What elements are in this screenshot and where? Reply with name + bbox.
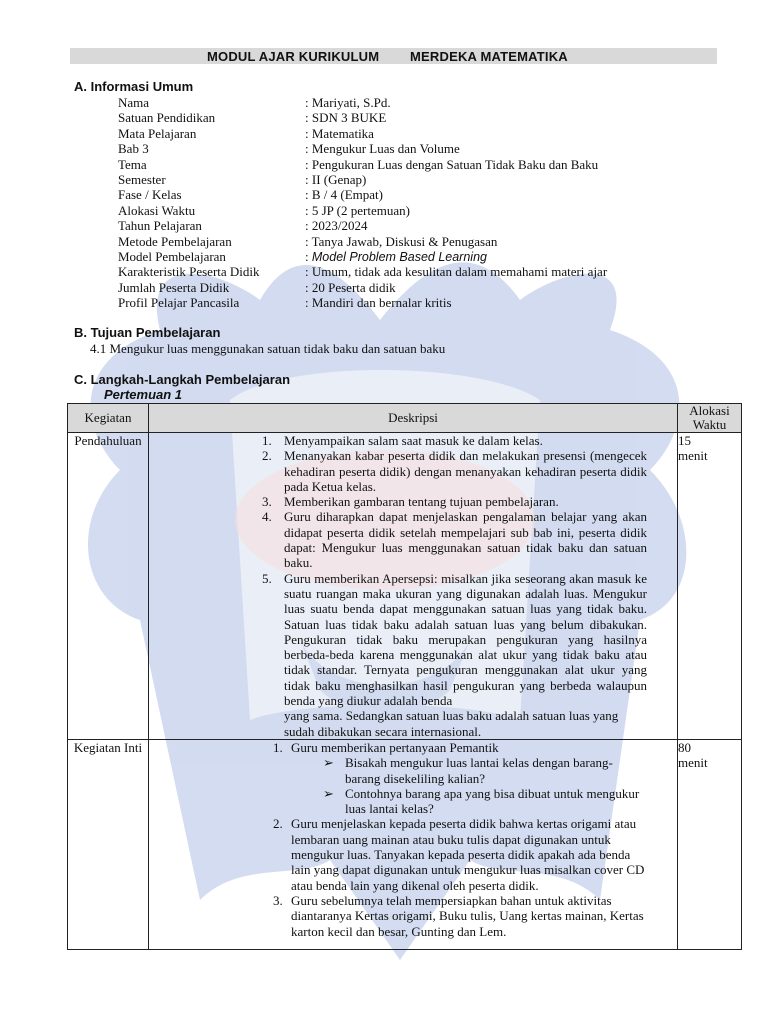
info-value: : Matematika	[305, 125, 374, 141]
list-item	[262, 509, 677, 570]
item-text-block	[284, 571, 677, 739]
section-b-heading: B. Tujuan Pembelajaran	[74, 325, 221, 340]
alokasi-value: 80	[678, 739, 691, 755]
info-row	[118, 157, 607, 172]
table-header-row	[68, 404, 742, 433]
arrow-bullet-icon: ➢	[323, 755, 334, 771]
info-row	[118, 280, 607, 295]
info-label: Karakteristik Peserta Didik	[118, 264, 260, 280]
item-number: 1.	[273, 739, 283, 755]
item-number: 1.	[262, 433, 272, 448]
list-item	[262, 571, 677, 739]
section-a-heading: A. Informasi Umum	[74, 79, 194, 94]
info-label: Satuan Pendidikan	[118, 110, 216, 126]
info-row	[118, 126, 607, 141]
item-number: 2.	[273, 816, 283, 832]
info-value: : SDN 3 BUKE	[305, 110, 387, 126]
info-row	[118, 141, 607, 156]
langkah-table	[67, 403, 742, 950]
deskripsi-cell	[149, 433, 678, 740]
info-value: : II (Genap)	[305, 171, 367, 187]
info-row	[118, 249, 607, 264]
kegiatan-cell: Pendahuluan	[68, 433, 149, 740]
info-row	[118, 234, 607, 249]
list-item	[273, 740, 677, 755]
list-item	[323, 755, 677, 786]
info-label: Metode Pembelajaran	[118, 233, 232, 249]
alokasi-unit: menit	[678, 755, 708, 771]
info-label: Mata Pelajaran	[118, 125, 197, 141]
info-label: Jumlah Peserta Didik	[118, 279, 230, 295]
item-number: 3.	[273, 892, 283, 908]
list-item	[273, 893, 677, 939]
header-alokasi-line2: Waktu	[692, 417, 727, 432]
header-kegiatan: Kegiatan	[68, 404, 149, 433]
info-row	[118, 295, 607, 310]
info-label: Nama	[118, 95, 150, 110]
info-value: : Umum, tidak ada kesulitan dalam memahami materi ajar	[305, 264, 608, 280]
tujuan-item: 4.1 Mengukur luas menggunakan satuan tidak baku dan satuan baku	[90, 341, 446, 356]
table-row	[68, 739, 742, 949]
info-label: Semester	[118, 171, 166, 187]
info-value-prefix: :	[305, 248, 312, 264]
info-label: Model Pembelajaran	[118, 248, 226, 264]
info-row	[118, 110, 607, 125]
info-label: Alokasi Waktu	[118, 202, 196, 218]
info-label: Tema	[118, 156, 147, 172]
item-number: 2.	[262, 448, 272, 464]
header-deskripsi: Deskripsi	[149, 404, 678, 433]
alokasi-value: 15	[678, 433, 691, 448]
list-item	[262, 448, 677, 494]
item-text: Menyampaikan salam saat masuk ke dalam kelas.	[284, 433, 543, 448]
pertemuan-label: Pertemuan 1	[104, 387, 183, 402]
item-text: Contohnya barang apa yang bisa dibuat untuk mengukur luas lantai kelas?	[345, 785, 640, 817]
header-alokasi	[678, 404, 742, 433]
info-value: : 5 JP (2 pertemuan)	[305, 202, 410, 218]
kegiatan-cell: Kegiatan Inti	[68, 739, 149, 949]
alokasi-unit: menit	[678, 448, 708, 464]
title-bar	[70, 48, 717, 64]
info-row	[118, 95, 607, 110]
info-value: : Mandiri dan bernalar kritis	[305, 295, 452, 311]
item-text: Menanyakan kabar peserta didik dan melakukan presensi (mengecek kehadiran peserta didik) dengan menanyakan kehadiran peserta didik pada Ketua kelas.	[284, 448, 647, 494]
item-text: Guru diharapkan dapat menjelaskan pengalaman belajar yang akan didapat peserta didik setelah mempelajari sub bab ini, peserta didik dapat: Mengukur luas menggunakan satuan tidak baku dan satuan baku.	[284, 509, 647, 571]
info-value: : 2023/2024	[305, 218, 368, 234]
info-value-italic: Model Problem Based Learning	[311, 249, 487, 264]
item-text: Guru memberikan Apersepsi: misalkan jika seseorang akan masuk ke suatu ruangan maka ukuran yang digunakan adalah luas. Mengukur luas suatu benda dapat menggunakan satuan luas yang tidak baku. Satuan luas tidak baku adalah satuan luas yang belum dibakukan. Pengukuran tidak baku merupakan pengukuran yang hasilnya berbeda-beda karena menggunakan alat ukur yang tidak baku atau tidak standar. Ternyata pengukuran menggunakan alat ukur yang tidak baku menghasilkan hasil pengukuran yang berbeda walaupun benda yang diukur adalah benda	[284, 570, 647, 709]
page-title-left: MODUL AJAR KURIKULUM	[207, 49, 380, 64]
info-row	[118, 218, 607, 233]
item-text: Guru menjelaskan kepada peserta didik bahwa kertas origami atau lembaran uang mainan atau buku tulis dapat digunakan untuk mengukur luas. Tanyakan kepada peserta didik apakah ada benda lain yang dapat digunakan untuk mengukur luas misalkan cover CD atau benda lain yang dikenal oleh peserta didik.	[291, 816, 645, 893]
info-value: : B / 4 (Empat)	[305, 187, 383, 203]
info-label: Fase / Kelas	[118, 187, 182, 203]
alokasi-cell	[678, 739, 742, 949]
info-row	[118, 187, 607, 202]
item-text: Guru sebelumnya telah mempersiapkan bahan untuk aktivitas diantaranya Kertas origami, Buku tulis, Uang kertas mainan, Kertas karton kecil dan besar, Gunting dan Lem.	[291, 892, 644, 939]
info-row	[118, 264, 607, 279]
alokasi-cell	[678, 433, 742, 740]
info-value: : 20 Peserta didik	[305, 279, 396, 295]
list-item	[262, 433, 677, 448]
item-number: 3.	[262, 494, 272, 510]
arrow-bullet-icon: ➢	[323, 785, 334, 801]
info-label: Bab 3	[118, 141, 149, 157]
deskripsi-cell	[149, 739, 678, 949]
item-number: 5.	[262, 570, 272, 586]
info-value: : Mariyati, S.Pd.	[305, 95, 391, 110]
info-value: : Pengukuran Luas dengan Satuan Tidak Baku dan Baku	[305, 156, 599, 172]
item-text: Bisakah mengukur luas lantai kelas dengan barang-barang disekeliling kalian?	[345, 755, 613, 786]
list-item	[273, 816, 677, 892]
item-text-extra: yang sama. Sedangkan satuan luas baku adalah satuan luas yang sudah dibakukan secara internasional.	[284, 708, 619, 739]
info-row	[118, 203, 607, 218]
item-text: Memberikan gambaran tentang tujuan pembelajaran.	[284, 494, 559, 510]
info-value: : Tanya Jawab, Diskusi & Penugasan	[305, 233, 498, 249]
page-title-right: MERDEKA MATEMATIKA	[410, 49, 568, 64]
header-alokasi-line1: Alokasi	[689, 403, 730, 418]
info-row	[118, 172, 607, 187]
info-value: : Mengukur Luas dan Volume	[305, 141, 460, 157]
list-item	[262, 494, 677, 509]
item-number: 4.	[262, 509, 272, 525]
table-row	[68, 433, 742, 740]
item-text: Guru memberikan pertanyaan Pemantik	[291, 739, 499, 755]
info-label: Tahun Pelajaran	[118, 218, 202, 234]
info-list	[118, 95, 607, 310]
list-item	[323, 786, 677, 817]
section-c-heading: C. Langkah-Langkah Pembelajaran	[74, 372, 291, 387]
info-label: Profil Pelajar Pancasila	[118, 295, 240, 311]
